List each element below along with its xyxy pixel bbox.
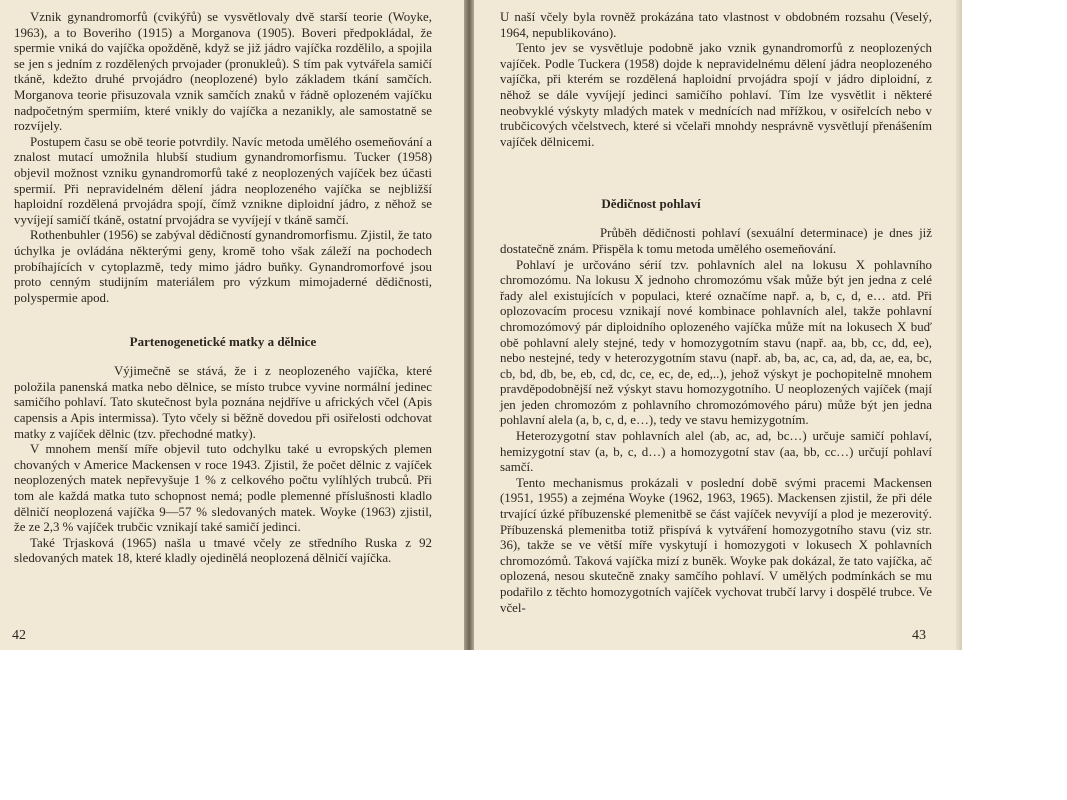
page-number: 42: [12, 628, 26, 643]
page-number: 43: [912, 628, 926, 643]
section-heading: Dědičnost pohlaví: [601, 196, 701, 212]
paragraph: Také Trjasková (1965) našla u tmavé včely ze středního Ruska z 92 sledovaných matek 18, které kladly ojedinělá neoplozená dělničí vajíčka.: [14, 535, 432, 566]
paragraph: Průběh dědičnosti pohlaví (sexuální determinace) je dnes již dostatečně znám. Přispěla k tomu metoda umělého osemeňování.: [500, 226, 932, 256]
left-page-text: [14, 10, 432, 567]
paragraph: Postupem času se obě teorie potvrdily. Navíc metoda umělého osemeňování a znalost mutací umožnila hlubší studium gynandromorfismu. Tucker (1958) objevil možnost vzniku gynandromorfů také z neoplozených vajíček bez účasti spermií. Při nepravidelném dělení jádra neoplozeného vajíčka se nejbližší haploidní rozdělená prvojádra spojí, čímž vznikne diploidní jádro, z něhož se vyvíjejí samičí tkáně, ostatní prvojádra se vyvíjejí v tkáně samčí.: [14, 134, 432, 227]
paragraph: Tento jev se vysvětluje podobně jako vznik gynandromorfů z neoplozených vajíček. Podle Tuckera (1958) dojde k nepravidelnému dělení jádra neoplozeného vajíčka, při kterém se rozdělená haploidní prvojádra spojí v jádro diploidní, z něhož se dále vyvíjejí jedinci samičího pohlaví. Tím lze vysvětlit i některé neobvyklé výskyty mladých matek v mednících nad mřížkou, v osiřelcích nebo v trubčicových včelstvech, které si včelaři mnohdy nesprávně vysvětlují přenášením vajíček dělnicemi.: [500, 41, 932, 149]
right-page-text: [500, 10, 932, 616]
paragraph: U naší včely byla rovněž prokázána tato vlastnost v obdobném rozsahu (Veselý, 1964, nepublikováno).: [500, 10, 932, 40]
left-page: [0, 0, 466, 650]
paragraph: Rothenbuhler (1956) se zabýval dědičností gynandromorfismu. Zjistil, že tato úchylka je ovládána některými geny, kromě toho však záleží na pochodech probíhajících v cytoplazmě, tedy mimo jádro buňky. Gynandromorfové jsou proto cenným studijním materiálem pro výzkum mimojaderné dědičnosti, polyspermie apod.: [14, 228, 432, 305]
paragraph: V mnohem menší míře objevil tuto odchylku také u evropských plemen chovaných v Americe Mackensen v roce 1943. Zjistil, že počet dělnic z vajíček neoplozených matek nepřevyšuje 1 % z celkového počtu vylíhlých trubců. Při tom ale každá matka tuto schopnost nemá; podle plemenné příslušnosti kladlo dělničí neoplozená vajíčka 9—57 % sledovaných matek. Woyke (1963) zjistil, že ze 2,3 % vajíček trubčic vznikají také samičí jedinci.: [14, 442, 432, 535]
paragraph: Tento mechanismus prokázali v poslední době svými pracemi Mackensen (1951, 1955) a zejména Woyke (1962, 1963, 1965). Mackensen zjistil, že při déle trvající úzké příbuzenské plemenitbě se část vajíček nevyvíjí a plod je mezerovitý. Příbuzenská plemenitba totiž přispívá k vytváření homozygotního stavu (viz str. 36), takže se ve větší míře vyskytují i homozygoti v lokusech X pohlavních chromozómů. Taková vajíčka mizí z buněk. Woyke pak dokázal, že tato vajíčka, ač oplozená, nesou skutečně znaky samčího pohlaví. V umělých podmínkách se mu podařilo z těchto homozygotních vajíček vychovat trubčí larvy i dospělé trubce. Ve včel-: [500, 475, 932, 615]
page-edge: [956, 0, 962, 650]
paragraph: Vznik gynandromorfů (cvikýřů) se vysvětlovaly dvě starší teorie (Woyke, 1963), a to Boveriho (1915) a Morganova (1905). Boveri předpokládal, že spermie vniká do vajíčka opožděně, když se již jádro vajíčka rozdělilo, a spojila se jen s jedním z rozdělených prvojader (pronukleů). S tím pak vytvářela samičí tkáně, kdežto druhé prvojádro (neoplozené) bylo základem tkání samčích. Morganova teorie přisuzovala vznik samčích znaků v řádně oplozeném vajíčku nadpočetným spermiím, které vnikly do vajíčka a nezanikly, ale samostatně se rozvíjely.: [14, 10, 432, 134]
paragraph: Pohlaví je určováno sérií tzv. pohlavních alel na lokusu X pohlavního chromozómu. Na lokusu X jednoho chromozómu však může být jen jedna z celé řady alel existujících v populaci, které označíme např. a, b, c, d, e… atd. Při oplozovacím procesu vznikají nové kombinace pohlavních alel, takže pohlavní chromozómový pár diploidního oplozeného vajíčka může mít na lokusech X buď obě pohlavní alely stejné, tedy v homozygotním stavu (např. aa, bb, cc, dd, ee), nebo nestejné, tedy v heterozygotním stavu (např. ab, ba, ac, ca, ad, da, ae, ea, bc, cb, bd, db, be, eb, cd, dc, ce, ec, de, ed,..), jehož výskyt je pochopitelně mnohem pravděpodobnější než výskyt stavu homozygotního. U neoplozených vajíček (mají jen jeden chromozóm z pohlavního chromozómového páru) může být jen jedna pohlavní alela (a, b, c, d, e…), tedy ve stavu hemizygotním.: [500, 257, 932, 428]
paragraph: Výjimečně se stává, že i z neoplozeného vajíčka, které položila panenská matka nebo dělnice, se místo trubce vyvine normální jedinec samičího pohlaví. Tato skutečnost byla poznána nejdříve u afrických včel (Apis capensis a Apis intermissa). Tyto včely si běžně dovedou při osiřelosti odchovat matky z vajíček dělnic (tzv. přechodné matky).: [14, 364, 432, 441]
section-heading: Partenogenetické matky a dělnice: [129, 334, 317, 350]
paragraph: Heterozygotní stav pohlavních alel (ab, ac, ad, bc…) určuje samičí pohlaví, hemizygotní stav (a, b, c, d…) a homozygotní stav (aa, bb, cc…) určují pohlaví samčí.: [500, 429, 932, 475]
right-page: [474, 0, 962, 650]
